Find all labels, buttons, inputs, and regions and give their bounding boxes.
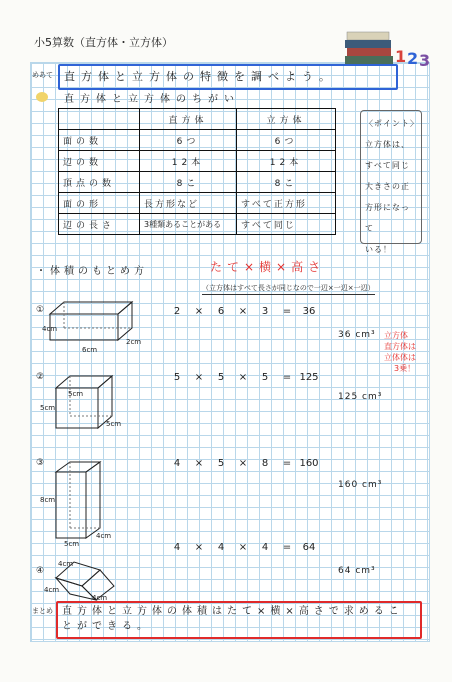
point-heading: 〈ポイント〉 [365,119,419,128]
table-cell: 8こ [237,172,336,193]
table-header-row [59,109,336,130]
svg-text:3: 3 [419,51,431,70]
table-cell: 辺の長さ [59,214,140,235]
red-note: 立方体 直方体は 立体体は 3乗！ [384,331,416,373]
table-cell: すべて正方形 [237,193,336,214]
volume-note: （立方体はすべて長さが同じなので一辺×一辺×一辺） [202,283,375,295]
dimension-label: 6cm [82,346,98,354]
point-box [360,110,422,254]
table-cell: 頂点の数 [59,172,140,193]
answer: 64 cm³ [338,566,376,576]
goal-tag: めあて [32,71,53,79]
table-cell: 12本 [140,151,237,172]
calc-expression: 4 × 5 × 8 = 160 [173,458,319,469]
table-row [59,130,336,151]
dimension-label: 4cm [58,560,74,568]
goal-text: 直方体と立方体の特徴を調べよう。 [64,70,336,83]
books-123-icon [345,22,435,70]
table-cell: 8こ [140,172,237,193]
table-cell: 面の形 [59,193,140,214]
table-row [59,172,336,193]
table-cell: 3種類あることがある [140,214,237,235]
table-row [59,151,336,172]
dimension-label: 2cm [126,338,142,346]
problem-number: ② [36,372,45,382]
volume-formula: たて×横×高さ [210,260,326,274]
dimension-label: 4cm [92,594,108,602]
point-line: 大きさの正 [365,182,410,191]
point-line: 方形になって [365,203,410,233]
table-row [59,214,336,235]
answer: 125 cm³ [338,392,383,402]
table-cell: 6つ [140,130,237,151]
point-line: いる！ [365,245,392,254]
page-title: 小5算数（直方体・立方体） [34,36,173,49]
calc-expression: 4 × 4 × 4 = 64 [173,542,316,553]
table-row [59,193,336,214]
problem-number: ① [36,305,45,315]
volume-heading: ・体積のもとめ方 [36,266,148,277]
answer: 160 cm³ [338,480,383,490]
point-line: 立方体は、 [365,140,410,149]
table-cell: 長方形など [140,193,237,214]
problem-number: ④ [36,566,45,576]
bulb-icon [36,92,48,102]
calc-expression: 2 × 6 × 3 = 36 [173,306,316,317]
dimension-label: 5cm [68,390,84,398]
table-header-cell: 立方体 [237,109,336,130]
point-line: すべて同じ [365,161,410,170]
table-header-cell: 直方体 [140,109,237,130]
dimension-label: 8cm [40,496,56,504]
calc-expression: 5 × 5 × 5 = 125 [173,372,319,383]
dimension-label: 4cm [42,325,58,333]
dimension-label: 4cm [96,532,112,540]
problem-number: ③ [36,458,45,468]
table-header-cell [59,109,140,130]
table-cell: 12本 [237,151,336,172]
dimension-label: 5cm [40,404,56,412]
dimension-label: 5cm [106,420,122,428]
dimension-label: 4cm [44,586,60,594]
table-cell: 面の数 [59,130,140,151]
summary-text: 直方体と立方体の体積はたて×横×高さで求めることができる。 [62,606,404,632]
dimension-label: 5cm [64,540,80,548]
table-cell: すべて同じ [237,214,336,235]
table-cell: 6つ [237,130,336,151]
svg-text:1: 1 [395,47,407,66]
summary-tag: まとめ [32,607,53,615]
comparison-table [58,108,336,235]
svg-text:2: 2 [407,49,419,68]
table-cell: 辺の数 [59,151,140,172]
answer: 36 cm³ [338,330,376,340]
comparison-subtitle: 直方体と立方体のちがい [64,94,240,105]
